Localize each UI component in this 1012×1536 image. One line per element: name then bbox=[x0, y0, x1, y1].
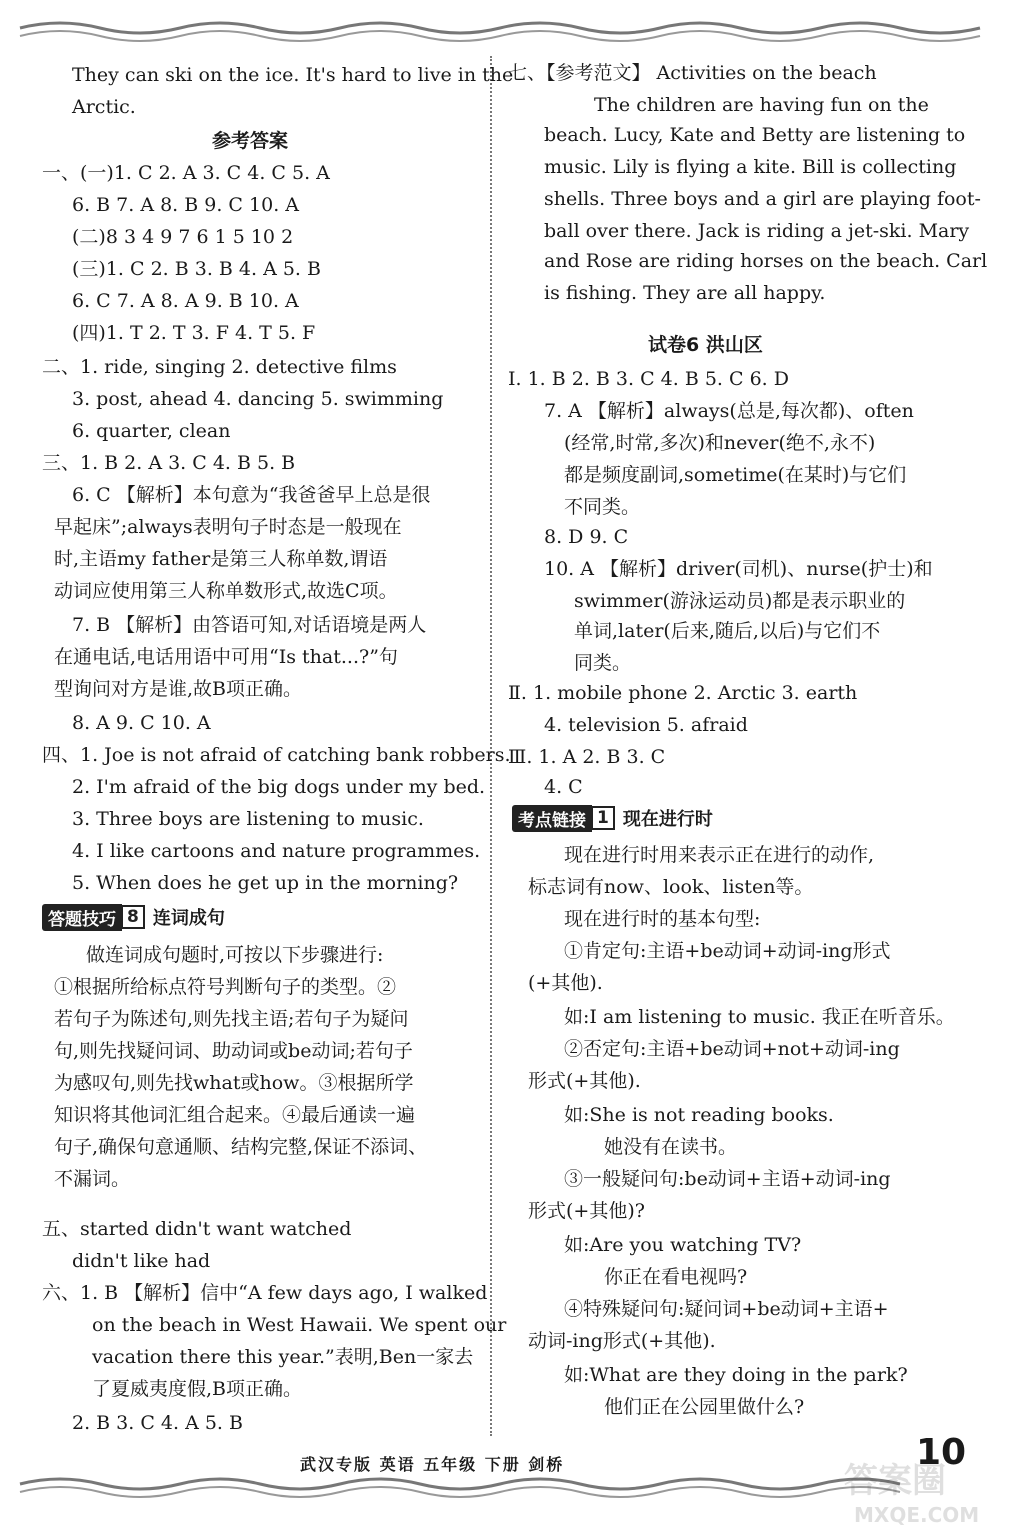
right-text-line: ball over there. Jack is riding a jet-ski. Mary bbox=[544, 220, 970, 242]
left-text-line: 8. A 9. C 10. A bbox=[72, 712, 211, 734]
watermark-top: 答案圈 bbox=[844, 1461, 946, 1501]
left-text-line: 参考答案 bbox=[212, 130, 289, 152]
left-text-line: 3. post, ahead 4. dancing 5. swimming bbox=[72, 388, 444, 410]
left-text-line: 不漏词。 bbox=[54, 1168, 131, 1190]
right-text-line: 4. television 5. afraid bbox=[544, 714, 748, 736]
left-text-line: 4. I like cartoons and nature programmes. bbox=[72, 840, 481, 862]
left-text-line: 3. Three boys are listening to music. bbox=[72, 808, 424, 830]
right-text-line: ④特殊疑问句:疑问词+be动词+主语+ bbox=[564, 1298, 889, 1320]
right-text-line: Ⅲ. 1. A 2. B 3. C bbox=[508, 746, 666, 768]
right-text-line: 形式(+其他). bbox=[528, 1070, 641, 1092]
right-text-line: 她没有在读书。 bbox=[604, 1136, 738, 1158]
tip-badge-label: 答题技巧 bbox=[42, 904, 122, 931]
right-text-line: 如:I am listening to music. 我正在听音乐。 bbox=[564, 1006, 955, 1028]
left-text-line: 句,则先找疑问词、助动词或be动词;若句子 bbox=[54, 1040, 413, 1062]
watermark-logo bbox=[840, 1452, 998, 1530]
left-text-line: Arctic. bbox=[72, 96, 136, 118]
right-text-line: The children are having fun on the bbox=[594, 94, 929, 116]
left-text-line: 6. C 【解析】本句意为“我爸爸早上总是很 bbox=[72, 484, 431, 506]
tip-badge-title: 连词成句 bbox=[152, 908, 225, 929]
right-text-line: is fishing. They are all happy. bbox=[544, 282, 826, 304]
right-text-line: 同类。 bbox=[574, 652, 632, 674]
left-text-line: (三)1. C 2. B 3. B 4. A 5. B bbox=[72, 258, 321, 280]
right-text-line: 试卷6 洪山区 bbox=[648, 334, 763, 356]
right-text-line: beach. Lucy, Kate and Betty are listening to bbox=[544, 124, 966, 146]
left-text-line: They can ski on the ice. It's hard to live in the bbox=[72, 64, 514, 86]
left-text-line: 时,主语my father是第三人称单数,谓语 bbox=[54, 548, 388, 570]
tip-badge-number: 1 bbox=[591, 806, 615, 830]
left-text-line: 若句子为陈述句,则先找主语;若句子为疑问 bbox=[54, 1008, 409, 1030]
left-text-line: 6. B 7. A 8. B 9. C 10. A bbox=[72, 194, 299, 216]
right-text-line: ①肯定句:主语+be动词+动词-ing形式 bbox=[564, 940, 891, 962]
right-text-line: 如:What are they doing in the park? bbox=[564, 1364, 908, 1386]
right-text-line: Ⅱ. 1. mobile phone 2. Arctic 3. earth bbox=[508, 682, 858, 704]
tip-badge-right bbox=[512, 804, 713, 832]
left-text-line: 5. When does he get up in the morning? bbox=[72, 872, 459, 894]
left-text-line: 6. quarter, clean bbox=[72, 420, 231, 442]
tip-badge-left bbox=[42, 903, 225, 931]
right-text-line: 七、【参考范文】 Activities on the beach bbox=[508, 62, 877, 84]
left-text-line: 2. B 3. C 4. A 5. B bbox=[72, 1412, 243, 1434]
left-text-line: 做连词成句题时,可按以下步骤进行: bbox=[86, 944, 384, 966]
right-text-line: 单词,later(后来,随后,以后)与它们不 bbox=[574, 620, 881, 642]
left-text-line: 了夏威夷度假,B项正确。 bbox=[92, 1378, 303, 1400]
watermark-bottom: MXQE.COM bbox=[854, 1503, 980, 1527]
right-text-line: music. Lily is flying a kite. Bill is collecting bbox=[544, 156, 957, 178]
right-text-line: (经常,时常,多次)和never(绝不,永不) bbox=[564, 432, 876, 454]
left-text-line: 三、1. B 2. A 3. C 4. B 5. B bbox=[42, 452, 296, 474]
right-text-line: 现在进行时用来表示正在进行的动作, bbox=[564, 844, 875, 866]
right-text-line: swimmer(游泳运动员)都是表示职业的 bbox=[574, 590, 906, 612]
right-text-line: (+其他). bbox=[528, 972, 603, 994]
right-text-line: 他们正在公园里做什么? bbox=[604, 1396, 805, 1418]
left-text-line: 7. B 【解析】由答语可知,对话语境是两人 bbox=[72, 614, 427, 636]
right-text-line: shells. Three boys and a girl are playing foot- bbox=[544, 188, 981, 210]
left-text-line: 一、(一)1. C 2. A 3. C 4. C 5. A bbox=[42, 162, 330, 184]
left-text-line: 为感叹句,则先找what或how。③根据所学 bbox=[54, 1072, 414, 1094]
right-text-line: 现在进行时的基本句型: bbox=[564, 908, 761, 930]
tip-badge-number: 8 bbox=[121, 905, 145, 929]
left-text-line: ①根据所给标点符号判断句子的类型。② bbox=[54, 976, 397, 998]
left-text-line: 早起床”;always表明句子时态是一般现在 bbox=[54, 516, 402, 538]
left-text-line: 2. I'm afraid of the big dogs under my bed. bbox=[72, 776, 486, 798]
right-text-line: 不同类。 bbox=[564, 496, 641, 518]
right-text-line: 形式(+其他)? bbox=[528, 1200, 645, 1222]
left-text-line: (四)1. T 2. T 3. F 4. T 5. F bbox=[72, 322, 316, 344]
footer-text: 武汉专版 英语 五年级 下册 剑桥 bbox=[300, 1455, 565, 1474]
left-text-line: 6. C 7. A 8. A 9. B 10. A bbox=[72, 290, 299, 312]
right-text-line: 如:She is not reading books. bbox=[564, 1104, 834, 1126]
right-text-line: 如:Are you watching TV? bbox=[564, 1234, 802, 1256]
right-text-line: 7. A 【解析】always(总是,每次都)、often bbox=[544, 400, 914, 422]
page-number: 10 bbox=[916, 1432, 967, 1473]
tip-badge-title: 现在进行时 bbox=[622, 809, 713, 830]
left-text-line: on the beach in West Hawaii. We spent our bbox=[92, 1314, 507, 1336]
left-text-line: vacation there this year.”表明,Ben一家去 bbox=[92, 1346, 474, 1368]
left-text-line: 动词应使用第三人称单数形式,故选C项。 bbox=[54, 580, 398, 602]
right-text-line: 8. D 9. C bbox=[544, 526, 629, 548]
top-wave-border bbox=[0, 14, 1012, 54]
right-text-line: 你正在看电视吗? bbox=[604, 1266, 748, 1288]
right-text-line: 4. C bbox=[544, 776, 583, 798]
tip-badge-label: 考点链接 bbox=[512, 805, 592, 832]
left-text-line: 五、started didn't want watched bbox=[42, 1218, 352, 1240]
right-text-line: 10. A 【解析】driver(司机)、nurse(护士)和 bbox=[544, 558, 933, 580]
left-text-line: 在通电话,电话用语中可用“Is that...?”句 bbox=[54, 646, 398, 668]
right-text-line: ②否定句:主语+be动词+not+动词-ing bbox=[564, 1038, 900, 1060]
left-text-line: (二)8 3 4 9 7 6 1 5 10 2 bbox=[72, 226, 294, 248]
left-text-line: 知识将其他词汇组合起来。④最后通读一遍 bbox=[54, 1104, 416, 1126]
left-text-line: 二、1. ride, singing 2. detective films bbox=[42, 356, 397, 378]
left-text-line: 句子,确保句意通顺、结构完整,保证不添词、 bbox=[54, 1136, 428, 1158]
right-text-line: and Rose are riding horses on the beach. Carl bbox=[544, 250, 988, 272]
left-text-line: didn't like had bbox=[72, 1250, 211, 1272]
left-text-line: 四、1. Joe is not afraid of catching bank robbers. bbox=[42, 744, 511, 766]
right-text-line: 都是频度副词,sometime(在某时)与它们 bbox=[564, 464, 907, 486]
right-text-line: Ⅰ. 1. B 2. B 3. C 4. B 5. C 6. D bbox=[508, 368, 789, 390]
left-text-line: 六、1. B 【解析】信中“A few days ago, I walked bbox=[42, 1282, 488, 1304]
right-text-line: 标志词有now、look、listen等。 bbox=[528, 876, 814, 898]
left-text-line: 型询问对方是谁,故B项正确。 bbox=[54, 678, 303, 700]
right-text-line: ③一般疑问句:be动词+主语+动词-ing bbox=[564, 1168, 891, 1190]
right-text-line: 动词-ing形式(+其他). bbox=[528, 1330, 716, 1352]
